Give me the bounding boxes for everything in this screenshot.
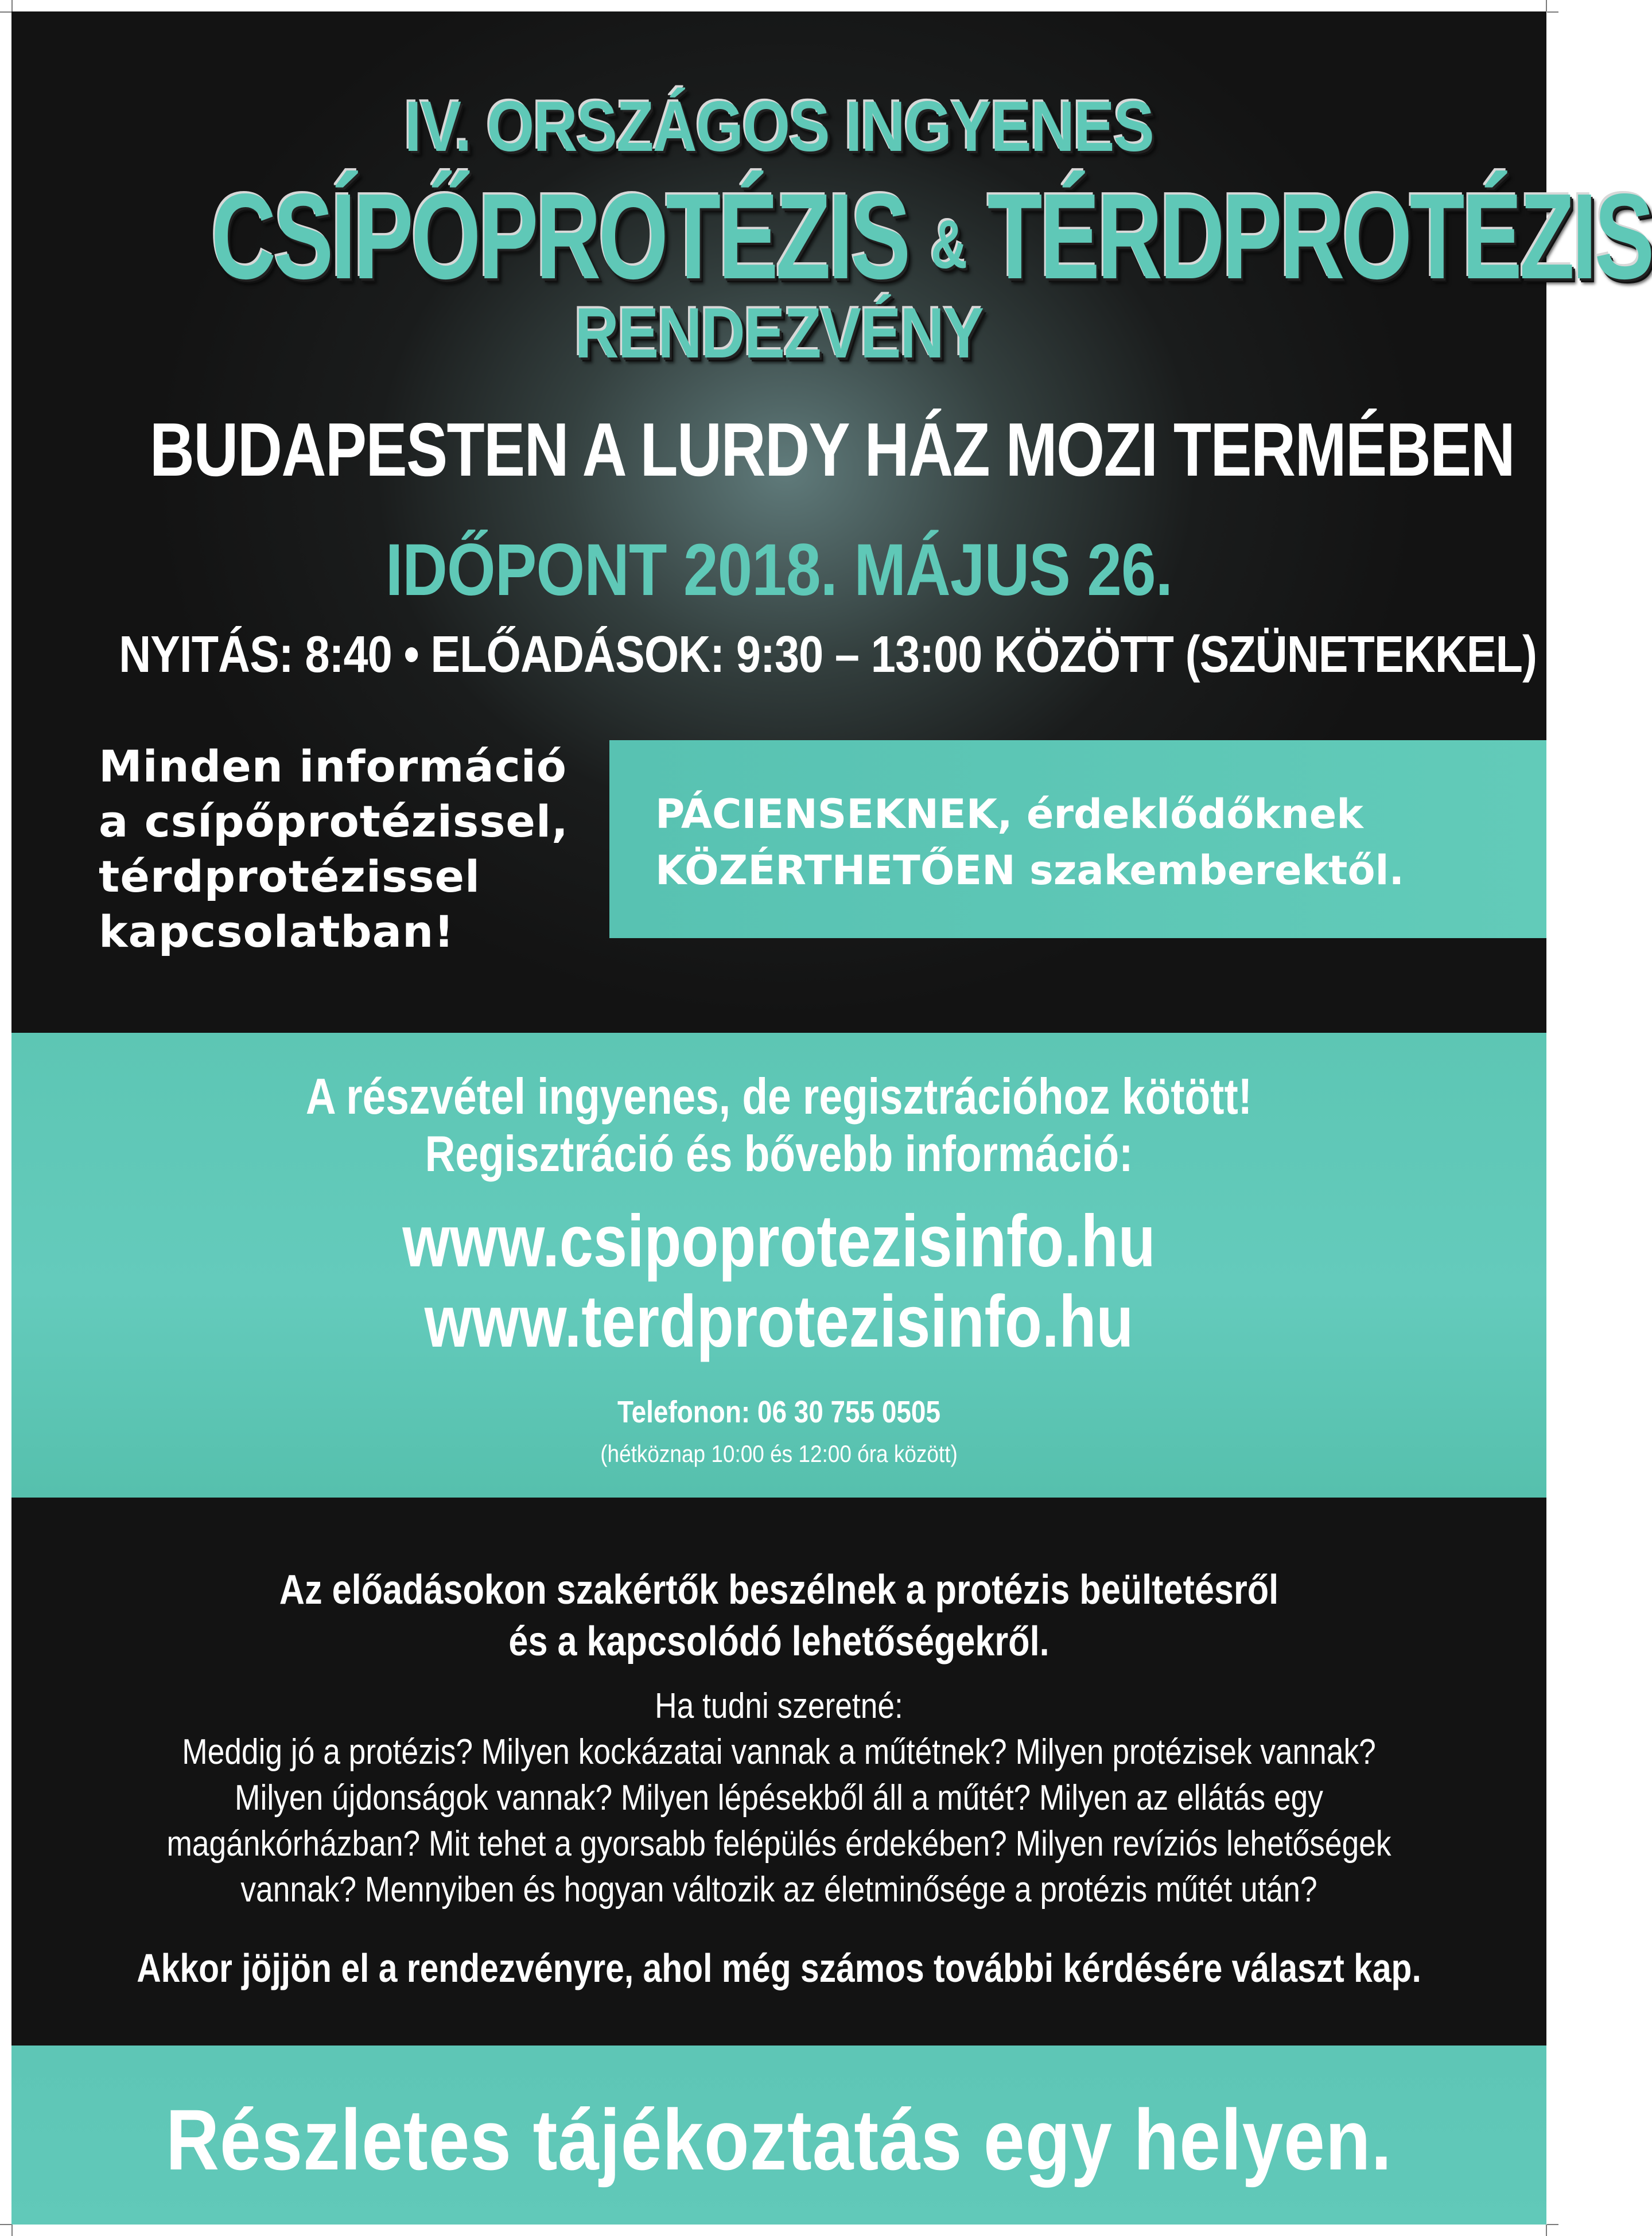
crop-mark-bottom-left-v xyxy=(11,2225,13,2236)
audience-line: PÁCIENSEKNEK, érdeklődőknek xyxy=(655,791,1363,838)
info-left-line: térdprotézissel xyxy=(99,851,481,902)
crop-mark-top-left-h xyxy=(0,11,11,13)
question-line: magánkórházban? Mit tehet a gyorsabb felépülés érdekében? Milyen revíziós lehetőségek xyxy=(166,1824,1391,1864)
info-left-line: a csípőprotézissel, xyxy=(99,796,569,847)
hip-prosthesis-title: CSÍPŐPROTÉZIS xyxy=(211,168,908,304)
footer-slogan: Részletes tájékoztatás egy helyen. xyxy=(165,2091,1393,2188)
phone-hours: (hétköznap 10:00 és 12:00 óra között) xyxy=(600,1440,958,1467)
audience-box xyxy=(609,740,1546,938)
hip-info-website-link[interactable]: www.csipoprotezisinfo.hu xyxy=(402,1200,1156,1282)
footer-band xyxy=(11,2046,1546,2225)
closing-invitation: Akkor jöjjön el a rendezvényre, ahol még számos további kérdésére választ kap. xyxy=(137,1946,1421,1990)
event-schedule: NYITÁS: 8:40 • ELŐADÁSOK: 9:30 – 13:00 KÖZÖTT (SZÜNETEKKEL) xyxy=(119,626,1537,683)
crop-mark-bottom-right-v xyxy=(1546,2225,1547,2236)
registration-info-label: Regisztráció és bővebb információ: xyxy=(425,1125,1133,1182)
ampersand: & xyxy=(930,206,965,283)
details-section xyxy=(11,1498,1546,2046)
question-line: Meddig jó a protézis? Milyen kockázatai vannak a műtétnek? Milyen protézisek vannak? xyxy=(182,1732,1376,1772)
audience-line: KÖZÉRTHETŐEN szakemberektől. xyxy=(655,847,1405,894)
crop-mark-bottom-right-h xyxy=(1547,2224,1558,2225)
event-main-title xyxy=(211,166,1652,306)
event-date: IDŐPONT 2018. MÁJUS 26. xyxy=(385,529,1173,611)
info-left-line: Minden információ xyxy=(99,741,567,792)
event-type-title: RENDEZVÉNY xyxy=(574,294,984,373)
crop-mark-top-left-v xyxy=(11,0,13,11)
crop-mark-bottom-left-h xyxy=(0,2224,11,2225)
question-line: vannak? Mennyiben és hogyan változik az életminősége a protézis műtét után? xyxy=(240,1870,1317,1910)
audience-text xyxy=(655,786,1404,899)
registration-section xyxy=(11,1033,1546,1498)
poster xyxy=(11,11,1652,2225)
event-location: BUDAPESTEN A LURDY HÁZ MOZI TERMÉBEN xyxy=(149,407,1515,492)
question-line: Milyen újdonságok vannak? Milyen lépésekből áll a műtét? Milyen az ellátás egy xyxy=(235,1778,1323,1818)
details-lead-line-1: Az előadásokon szakértők beszélnek a protézis beültetésről xyxy=(279,1567,1279,1613)
crop-mark-top-right-h xyxy=(1547,11,1558,13)
details-lead-line-2: és a kapcsolódó lehetőségekről. xyxy=(508,1619,1049,1665)
knee-info-website-link[interactable]: www.terdprotezisinfo.hu xyxy=(424,1281,1134,1363)
crop-mark-top-right-v xyxy=(1546,0,1547,11)
phone-number: Telefonon: 06 30 755 0505 xyxy=(617,1395,940,1429)
header-section xyxy=(11,11,1652,1033)
info-left-block xyxy=(99,739,615,959)
knee-prosthesis-title: TÉRDPROTÉZIS xyxy=(987,168,1652,304)
info-left-line: kapcsolatban! xyxy=(99,906,454,957)
registration-free-notice: A részvétel ingyenes, de regisztrációhoz kötött! xyxy=(305,1068,1253,1125)
question-line: Ha tudni szeretné: xyxy=(655,1686,903,1726)
event-edition-title: IV. ORSZÁGOS INGYENES xyxy=(404,87,1154,166)
